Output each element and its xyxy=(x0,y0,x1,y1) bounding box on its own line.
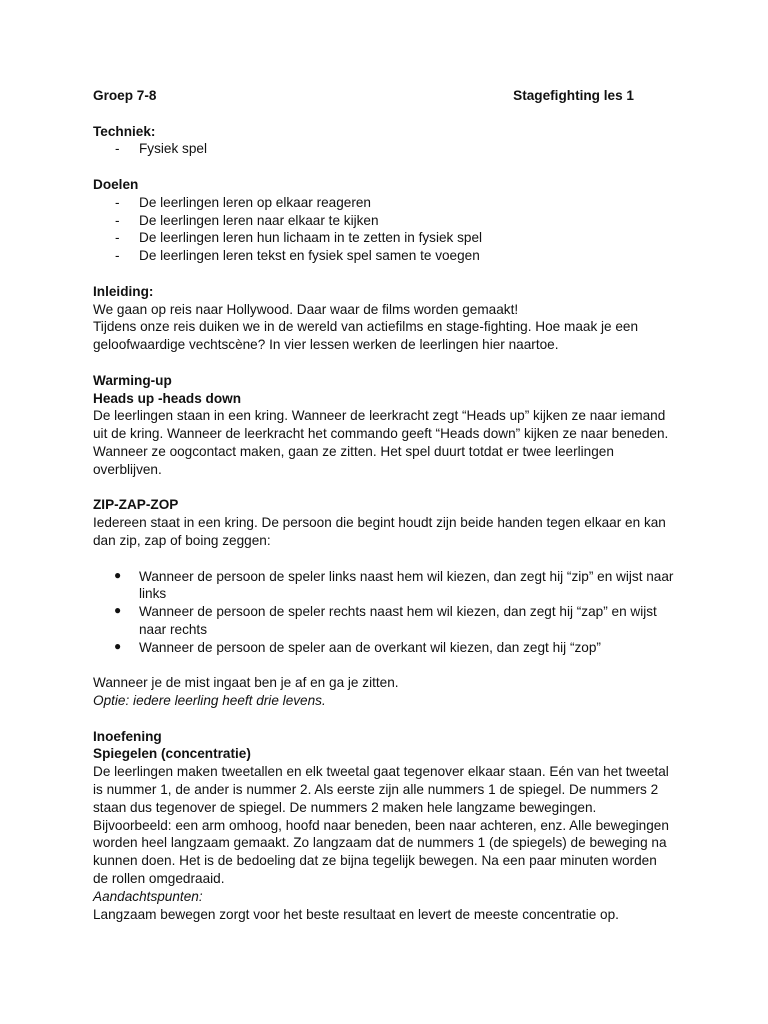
group-label: Groep 7-8 xyxy=(93,88,157,103)
aandachtspunten-text: Langzaam bewegen zorgt voor het beste resultaat en levert de meeste concentratie op. xyxy=(93,906,619,922)
techniek-heading: Techniek: xyxy=(93,123,156,139)
list-item: - Fysiek spel xyxy=(115,141,207,157)
zipzapzop-heading: ZIP-ZAP-ZOP xyxy=(93,497,179,513)
inleiding-line-2: Tijdens onze reis duiken we in de wereld van actiefilms en stage-fighting. Hoe maak je een geloofwaardige vechtscène? In vier lessen werken de leerlingen hier naartoe. xyxy=(93,319,639,353)
zipzapzop-text: Iedereen staat in een kring. De persoon die begint houdt zijn beide handen tegen elkaar en kan dan zip, zap of boing zeggen: xyxy=(93,515,666,548)
document-body xyxy=(93,87,693,923)
list-item: - De leerlingen leren op elkaar reageren xyxy=(115,194,371,210)
warmingup-subheading: Heads up -heads down xyxy=(93,390,242,406)
warmingup-heading: Warming-up xyxy=(93,372,172,388)
inoefening-subheading: Spiegelen (concentratie) xyxy=(93,746,251,762)
inleiding-heading: Inleiding: xyxy=(93,283,154,299)
warmingup-text: De leerlingen staan in een kring. Wanneer de leerkracht zegt “Heads up” kijken ze naar iemand uit de kring. Wanneer de leerkracht het commando geeft “Heads down” kijken ze naar beneden. Wanneer ze oogcontact maken, gaan ze zitten. Het spel duurt totdat er twee leerlingen overblijven. xyxy=(93,408,669,477)
list-item: - De leerlingen leren tekst en fysiek spel samen te voegen xyxy=(115,248,480,264)
list-item: ● Wanneer de persoon de speler aan de overkant wil kiezen, dan zegt hij “zop” xyxy=(114,638,601,655)
zipzapzop-bullets xyxy=(93,568,693,657)
inoefening-heading: Inoefening xyxy=(93,728,162,744)
header-row xyxy=(93,87,634,105)
list-item: ● Wanneer de persoon de speler rechts naast hem wil kiezen, dan zegt hij “zap” en wijst naar rechts xyxy=(114,603,657,637)
list-item: - De leerlingen leren naar elkaar te kijken xyxy=(115,212,379,228)
doelen-list xyxy=(93,194,693,265)
zipzapzop-after: Wanneer je de mist ingaat ben je af en ga je zitten. xyxy=(93,675,399,691)
inoefening-text: De leerlingen maken tweetallen en elk tweetal gaat tegenover elkaar staan. Eén van het tweetal is nummer 1, de ander is nummer 2. Als eerste zijn alle nummers 1 de spiegel. De nummers 2 staan dus tegenover de spiegel. De nummers 2 maken hele langzame bewegingen. Bijvoorbeeld: een arm omhoog, hoofd naar beneden, been naar achteren, enz. Alle bewegingen worden heel langzaam gemaakt. Zo langzaam dat de nummers 1 (de spiegels) de beweging na kunnen doen. Het is de bedoeling dat ze bijna tegelijk bewegen. Na een paar minuten worden de rollen omgedraaid. xyxy=(93,764,669,887)
zipzapzop-optie: Optie: iedere leerling heeft drie levens. xyxy=(93,693,326,709)
aandachtspunten-label: Aandachtspunten: xyxy=(93,888,203,904)
list-item: ● Wanneer de persoon de speler links naast hem wil kiezen, dan zegt hij “zip” en wijst naar links xyxy=(114,567,674,602)
list-item: - De leerlingen leren hun lichaam in te zetten in fysiek spel xyxy=(115,230,483,246)
doelen-heading: Doelen xyxy=(93,176,139,192)
inleiding-line-1: We gaan op reis naar Hollywood. Daar waar de films worden gemaakt! xyxy=(93,301,519,317)
lesson-title: Stagefighting les 1 xyxy=(513,88,634,103)
techniek-list xyxy=(93,140,693,158)
